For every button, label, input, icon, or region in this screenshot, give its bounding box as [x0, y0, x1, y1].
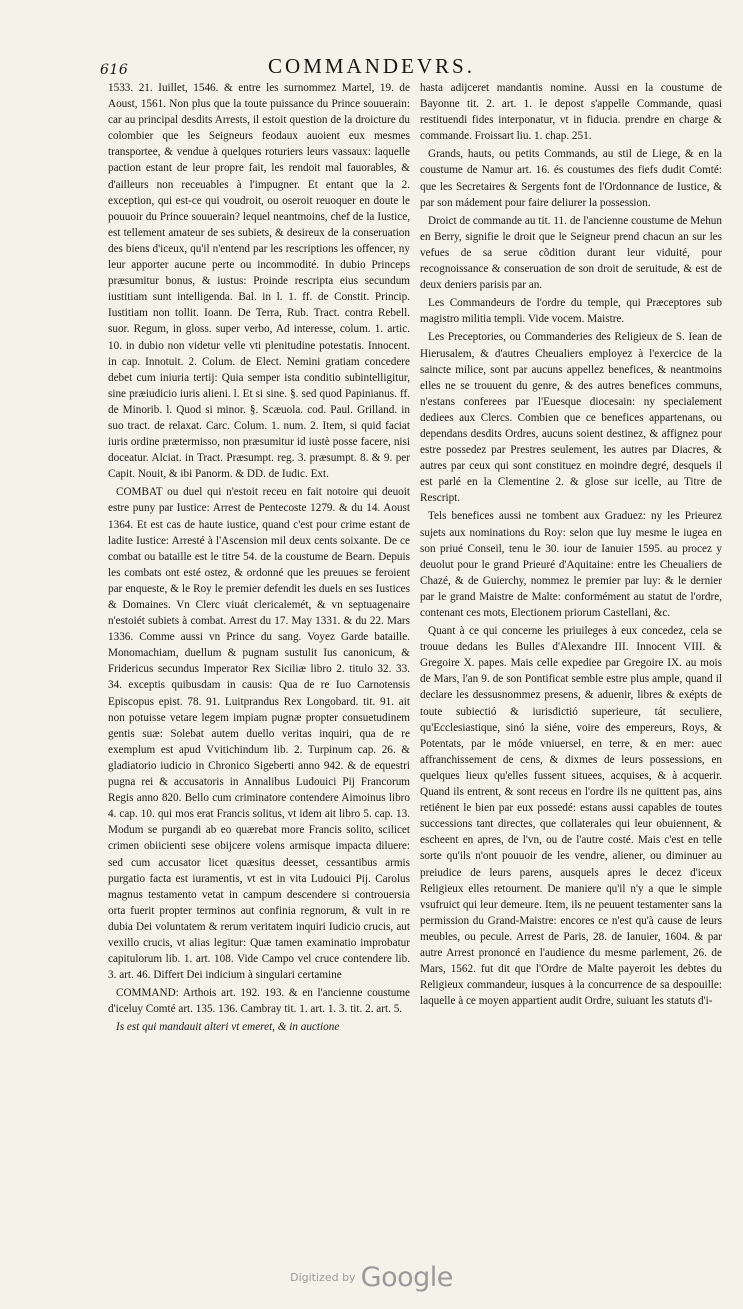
paragraph-commands-liege: Grands, hauts, ou petits Commands, au stil de Liege, & en la coustume de Namur art. 16. és coustumes des fiefs dudit Comté: que les Secretaires & Sergents font de l'Ordonnance de Iustice, & par son mádement pour faire deliurer la possession. — [420, 148, 722, 209]
google-logo: Google — [360, 1262, 453, 1293]
page-number: 616 — [100, 62, 129, 78]
paragraph-mandauit: Is est qui mandauit alteri vt emeret, & in auctione — [116, 1021, 340, 1034]
digitized-by-label: Digitized by — [290, 1271, 356, 1284]
right-column — [420, 80, 722, 1011]
paragraph-droict-commande: Droict de commande au tit. 11. de l'ancienne coustume de Mehun en Berry, signifie le droit que le Seigneur prend chacun an sur les vefues de sa serue cõdition durant leur viduité, pour recognoissance & conseruation de son droit de seruitude, & est de deux deniers parisis par an. — [420, 214, 722, 292]
paragraph-preceptories: Les Preceptories, ou Commanderies des Religieux de S. Iean de Hierusalem, & d'autres Cheualiers employez à l'exercice de la saincte milice, sont par aucuns appellez benefices, & neantmoins elles ne se trouuent du genre, & des autres benefices communs, n'estans conferees par l'Euesque diocesain: ny specialement dediees aux Clercs. Combien que ce benefices appartenans, ou dependans desdits Ordres, aucuns soient destinez, & affignez pour estre possedez par Prestres seulement, les autres par Diacres, & autres par ceux qui sont constituez en moindre degré, desquels il est parlé en la Clementine 2. & glose sur icelle, au Titre de Rescript. — [420, 331, 722, 505]
paragraph-hasta: hasta adijceret mandantis nomine. Aussi en la coustume de Bayonne tit. 2. art. 1. le depost s'appelle Commande, quasi restituendi fides interponatur, vt in fiducia. prendre en charge & commande. Froissart liu. 1. chap. 251. — [420, 82, 722, 143]
left-column — [108, 80, 410, 1038]
paragraph-commandeurs-temple: Les Commandeurs de l'ordre du temple, qui Præceptores sub magistro militia templi. Vide vocem. Maistre. — [420, 297, 722, 326]
entry-combat: COMBAT ou duel qui n'estoit receu en fait notoire qui deuoit estre puny par Iustice: Arrest de Pentecoste 1279. & du 14. Aoust 1364. Et est cas de haute iustice, quand c'est pour crime estant de ladite Iustice: Arresté à l'Ascension mil deux cents soixante. De ce combat ou bataille est le titre 54. de la coustume de Bearn. Depuis les combats ont esté ostez, & ordonné que les preuues se feroient par enqueste, & le Roy le premier defendit les duels en ses Iustices & Domaines. Vn Clerc viuát clericalemét, & vn septuagenaire n'estoiét subiets à combat. Arrest du 17. May 1331. & du 22. Mars 1336. Comme aussi vn Prince du sang. Voyez Garde bataille. Monomachiam, duellum & pugnam sustulit Ius canonicum, & Fridericus secundus Imperator Rex Siciliæ libro 2. titulo 32. 33. 34. exceptis quibusdam in causis: Qua de re Iuo Carnotensis Episcopus epist. 78. 91. Luitprandus Rex Longobard. tit. 91. ait non potuisse vetare legem impiam pugnæ propter consuetudinem gentis suæ: Solebat autem duello veritas inquiri, qua de re exemplum est apud Vvitichindum lib. 2. Turpinum cap. 26. & gladiatorio iudicio in Chronico Sigeberti anno 942. & de equestri pugna rei & accusatoris in Annalibus Ludouici Pij Francorum Regis anno 820. Bello cum criminatore contendere Aimoinus libro 4. cap. 10. qui mos erat Francis solitus, vt idem ait libro 5. cap. 13. Modum se purgandi ab eo quærebat more Francis solito, scilicet crimen obiicienti sese obijcere volens armisque impacta diluere: sed cum accusator licet quæsitus deesset, cessantibus armis purgatio facta est iuramentis, vt est in vita Ludouici Pij. Carolus magnus testamento vetat in campum descendere si controuersia orta fuerit propter terminos aut confinia regnorum, & vult in re dubia Dei voluntatem & rerum veritatem inquiri Iudicio crucis, aut vexillo crucis, vt alias legitur: Quæ tamen examinatio improbatur capitulorum lib. 1. art. 108. Vide Campo vel cruce contendere lib. 3. art. 46. Differt Dei indicium à singulari certamine — [108, 486, 410, 982]
digitized-watermark — [0, 1262, 743, 1293]
paragraph-rescripts: 1533. 21. Iuillet, 1546. & entre les surnommez Martel, 19. de Aoust, 1561. Non plus que la toute puissance du Prince souuerain: car au principal desdits Arrests, il estoit question de la droicture du colombier que les Seigneurs feodaux auoient eux mesmes transportee, & vendue à quelques roturiers leurs vassaux: laquelle paction estant de leur propre fait, les rendoit mal fauorables, & d'ailleurs non receuables à l'impugner. Et entant que la 2. exception, qui est-ce qui voudroit, ou oseroit reuoquer en doute le pouuoir du Prince souuerain? lequel neantmoins, chef de la Iustice, est tellement amateur de ses subiets, & desireux de la conseruation des biens d'iceux, qu'il n'entend par les rescriptions les offencer, ny leur apporter aucune perte ou incommodité. In dubio Princeps præsumitur bonus, & iustus: Proinde rescripta eius secundum iustitiam sunt intelligenda. Bal. in l. 1. ff. de Constit. Princip. Iustitiam non tollit. Ioann. De Terra, Rub. Tract. contra Rebell. suor. Regum, in gloss. super verbo, Ad interesse, colum. 1. artic. 10. in dubio non videtur velle vti plenitudine potestatis. Innocent. in cap. Innotuit. 2. Colum. de Elect. Nemini gratiam concedere debet cum iniuria tertij: Quia semper ista conditio subintelligitur, sine præiudicio iuris alieni. l. Et si sine. §. sed quod Papinianus. ff. de Minorib. l. Quod si minor. §. Scæuola. cod. Paul. Grilland. in suo tract. de relaxat. Carc. Colum. 1. num. 2. Item, si quid faciat iuris ordine prætermisso, non præsumitur id iustè posse facere, nisi doceatur. Alciat. in Tract. Præsumpt. reg. 3. præsumpt. 8. & 9. per Capit. Nouit, & ibi Panorm. & DD. de Iudic. Ext. — [108, 82, 410, 481]
paragraph-priuileges: Quant à ce qui concerne les priuileges à eux concedez, cela se trouue dedans les Bulles d'Alexandre III. Innocent VIII. & Gregoire X. papes. Mais celle expediee par Gregoire IX. au mois de Mars, l'an 9. de son Pontificat semble estre plus ample, quand il declare les dessusnommez presens, & aduenir, libres & exépts de toute subiectió & iurisdictió superieure, tát seculiere, qu'Ecclesiastique, sinó la siéne, voire des empereurs, Roys, & Potentats, par le móde vniuersel, en terre, & en mer: auec affranchissement de cens, & dixmes de leurs possessions, en quelques lieux qu'elles fussent situees, acquises, & à acquerir. Quand ils entrent, & sont receus en l'ordre ils ne quittent pas, ains retiénent le bien par eux possedé: estans aussi capables de toutes successions tant directes, que collaterales qui leur obuiennent, & escheent en apres, de l'vn, ou de l'autre costé. Mais c'est en telle sorte qu'ils n'ont pouuoir de les vendre, aliener, ou diminuer au preiudice de leurs parens, ausquels apres le decez d'iceux Religieux elles retournent. De maniere qu'il n'y a que le simple vsufruict qui leur demeure. Item, ils ne peuuent testamenter sans la permission du Grand-Maistre: encores ce n'est qu'à cause de leurs meubles, ou pecule. Arrest de Paris, 28. de Ianuier, 1604. & par autre Arrest prononcé en l'audience du mesme parlement, 26. de Mars, 1562. fut dit que l'Ordre de Malte payeroit les debtes du Religieux commandeur, iusques à la concurrence de sa despouille: laquelle à ce moyen appartient audit Ordre, suiuant les statuts d'i- — [420, 625, 722, 1008]
entry-command: COMMAND: Arthois art. 192. 193. & en l'ancienne coustume d'iceluy Comté art. 135. 136. Cambray tit. 1. art. 1. 3. tit. 2. art. 5. — [108, 987, 410, 1016]
running-title: COMMANDEVRS. — [268, 54, 475, 78]
paragraph-tels-benefices: Tels benefices aussi ne tombent aux Graduez: ny les Prieurez sujets aux nominations du Roy: selon que luy mesme le iugea en son priué Conseil, tenu le 30. iour de Ianuier 1595. au procez y deuolut pour le grand Prieuré d'Aquitaine: entre les Cheualiers de Chazé, & de Guierchy, nommez le premier par luy: & le dernier par le grand Maistre de Malte: conformément au statut de l'ordre, contenant ces mots, Electionem priorum Castellani, &c. — [420, 510, 722, 619]
